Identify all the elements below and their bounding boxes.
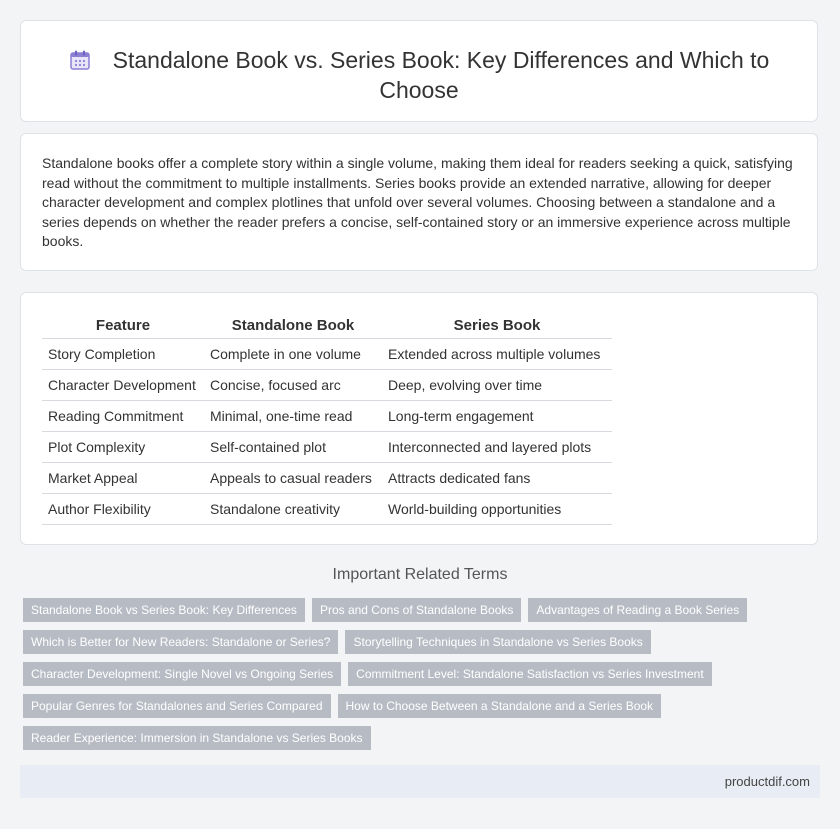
calendar-icon	[69, 48, 91, 70]
table-cell: Concise, focused arc	[204, 370, 382, 401]
comparison-table	[42, 315, 612, 525]
related-tag-link[interactable]: Commitment Level: Standalone Satisfaction vs Series Investment	[348, 662, 712, 686]
page-title: Standalone Book vs. Series Book: Key Differences and Which to Choose	[112, 47, 770, 103]
table-row	[42, 401, 612, 432]
related-tag-link[interactable]: Advantages of Reading a Book Series	[528, 598, 747, 622]
table-row	[42, 463, 612, 494]
table-cell: Reading Commitment	[42, 401, 204, 432]
column-header: Standalone Book	[204, 315, 382, 339]
tag-row	[23, 726, 378, 750]
table-cell: Author Flexibility	[42, 494, 204, 525]
table-cell: Character Development	[42, 370, 204, 401]
related-tag-link[interactable]: Popular Genres for Standalones and Series Compared	[23, 694, 331, 718]
table-cell: Complete in one volume	[204, 339, 382, 370]
related-tag-link[interactable]: Character Development: Single Novel vs Ongoing Series	[23, 662, 341, 686]
footer-bar	[20, 765, 820, 798]
table-row	[42, 339, 612, 370]
table-cell: Minimal, one-time read	[204, 401, 382, 432]
intro-paragraph: Standalone books offer a complete story within a single volume, making them ideal for readers seeking a quick, satisfying read without the commitment to multiple installments. Series books provide an extended narrative, allowing for deeper character development and complex plotlines that unfold over several volumes. Choosing between a standalone and a series depends on whether the reader prefers a concise, self-contained story or an immersive experience across multiple books.	[42, 155, 793, 249]
table-cell: Deep, evolving over time	[382, 370, 612, 401]
related-terms-heading: Important Related Terms	[332, 566, 508, 583]
footer-site-name: productdif.com	[724, 774, 810, 789]
table-cell: Extended across multiple volumes	[382, 339, 612, 370]
table-row	[42, 370, 612, 401]
table-cell: Plot Complexity	[42, 432, 204, 463]
related-tag-link[interactable]: Which is Better for New Readers: Standalone or Series?	[23, 630, 338, 654]
tag-row	[23, 694, 668, 718]
tag-row	[23, 662, 719, 686]
column-header: Feature	[42, 315, 204, 339]
table-cell: Self-contained plot	[204, 432, 382, 463]
tag-row	[23, 598, 754, 622]
table-cell: Attracts dedicated fans	[382, 463, 612, 494]
table-cell: Appeals to casual readers	[204, 463, 382, 494]
page-title-wrap	[21, 45, 817, 105]
column-header: Series Book	[382, 315, 612, 339]
table-header-row	[42, 315, 612, 339]
table-row	[42, 494, 612, 525]
table-cell: Interconnected and layered plots	[382, 432, 612, 463]
table-cell: Long-term engagement	[382, 401, 612, 432]
table-cell: Standalone creativity	[204, 494, 382, 525]
table-row	[42, 432, 612, 463]
intro-card	[20, 133, 818, 271]
table-cell: Story Completion	[42, 339, 204, 370]
related-tag-link[interactable]: Pros and Cons of Standalone Books	[312, 598, 521, 622]
table-cell: Market Appeal	[42, 463, 204, 494]
related-tag-link[interactable]: Reader Experience: Immersion in Standalone vs Series Books	[23, 726, 371, 750]
tag-row	[23, 630, 658, 654]
table-cell: World-building opportunities	[382, 494, 612, 525]
comparison-card	[20, 292, 818, 545]
related-tag-link[interactable]: Storytelling Techniques in Standalone vs Series Books	[345, 630, 650, 654]
related-tag-link[interactable]: Standalone Book vs Series Book: Key Differences	[23, 598, 305, 622]
title-card	[20, 20, 818, 122]
related-tag-link[interactable]: How to Choose Between a Standalone and a Series Book	[338, 694, 662, 718]
